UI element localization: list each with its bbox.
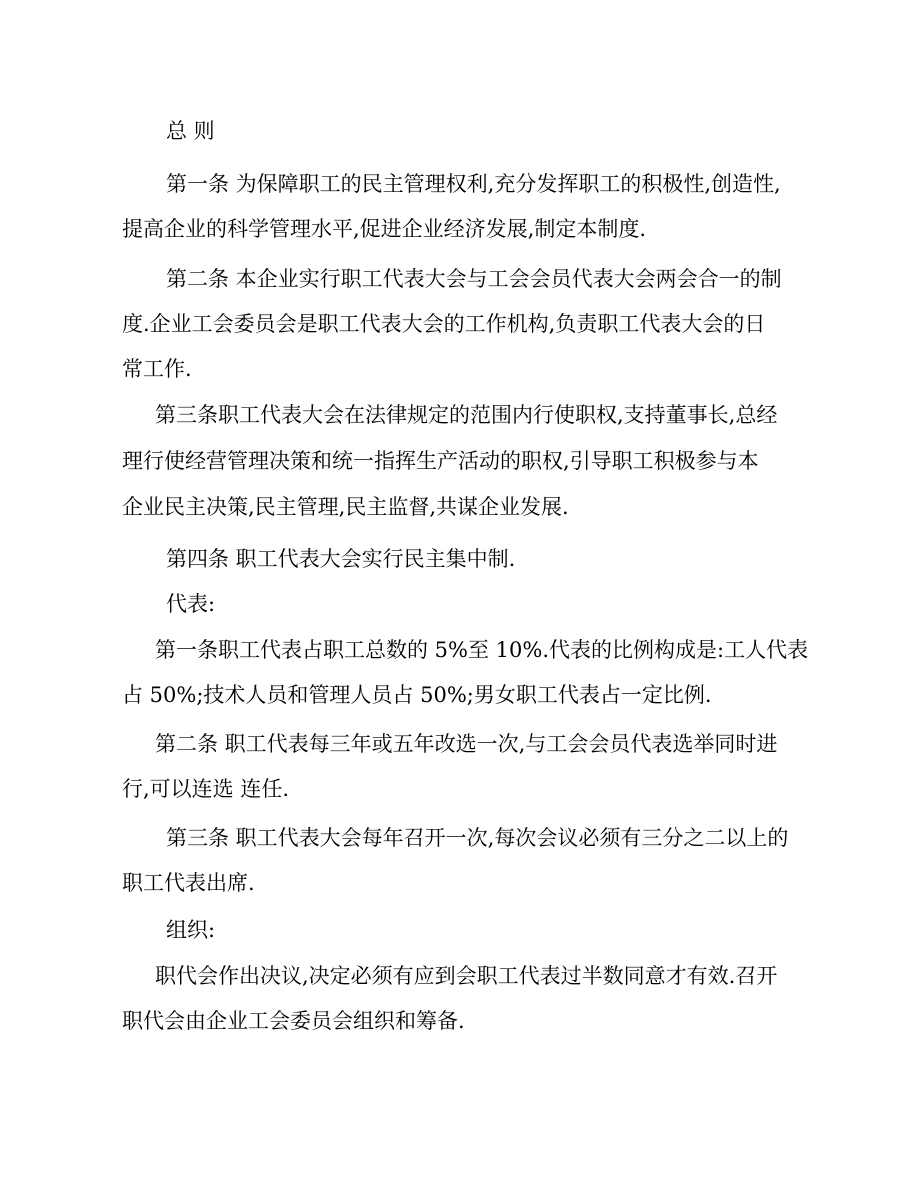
general-article-3-line-1: 第三条职工代表大会在法律规定的范围内行使职权,支持董事长,总经 xyxy=(155,403,778,427)
general-article-4-line-1: 第四条 职工代表大会实行民主集中制. xyxy=(166,547,516,571)
organization-paragraph-line-1: 职代会作出决议,决定必须有应到会职工代表过半数同意才有效.召开 xyxy=(155,964,778,988)
general-article-3-line-3: 企业民主决策,民主管理,民主监督,共谋企业发展. xyxy=(122,495,569,519)
reps-article-3-line-2: 职工代表出席. xyxy=(122,871,255,895)
reps-article-2-line-1: 第二条 职工代表每三年或五年改选一次,与工会会员代表选举同时进 xyxy=(155,732,778,756)
organization-paragraph-line-2: 职代会由企业工会委员会组织和筹备. xyxy=(122,1009,465,1033)
reps-article-2-line-2: 行,可以连选 连任. xyxy=(122,777,290,801)
general-article-2-line-1: 第二条 本企业实行职工代表大会与工会会员代表大会两会合一的制 xyxy=(166,267,782,291)
reps-article-1-line-2: 占 50%;技术人员和管理人员占 50%;男女职工代表占一定比例. xyxy=(122,683,712,707)
section-heading-representatives: 代表: xyxy=(166,592,216,616)
section-heading-general: 总 则 xyxy=(166,119,215,143)
reps-article-1-line-1: 第一条职工代表占职工总数的 5%至 10%.代表的比例构成是:工人代表 xyxy=(155,638,809,662)
general-article-2-line-3: 常工作. xyxy=(122,357,192,381)
general-article-3-line-2: 理行使经营管理决策和统一指挥生产活动的职权,引导职工积极参与本 xyxy=(122,449,759,473)
reps-article-3-line-1: 第三条 职工代表大会每年召开一次,每次会议必须有三分之二以上的 xyxy=(166,826,789,850)
general-article-2-line-2: 度.企业工会委员会是职工代表大会的工作机构,负责职工代表大会的日 xyxy=(122,312,766,336)
section-heading-organization: 组织: xyxy=(166,918,216,942)
general-article-1-line-2: 提高企业的科学管理水平,促进企业经济发展,制定本制度. xyxy=(122,217,647,241)
general-article-1-line-1: 第一条 为保障职工的民主管理权利,充分发挥职工的积极性,创造性, xyxy=(166,172,781,196)
